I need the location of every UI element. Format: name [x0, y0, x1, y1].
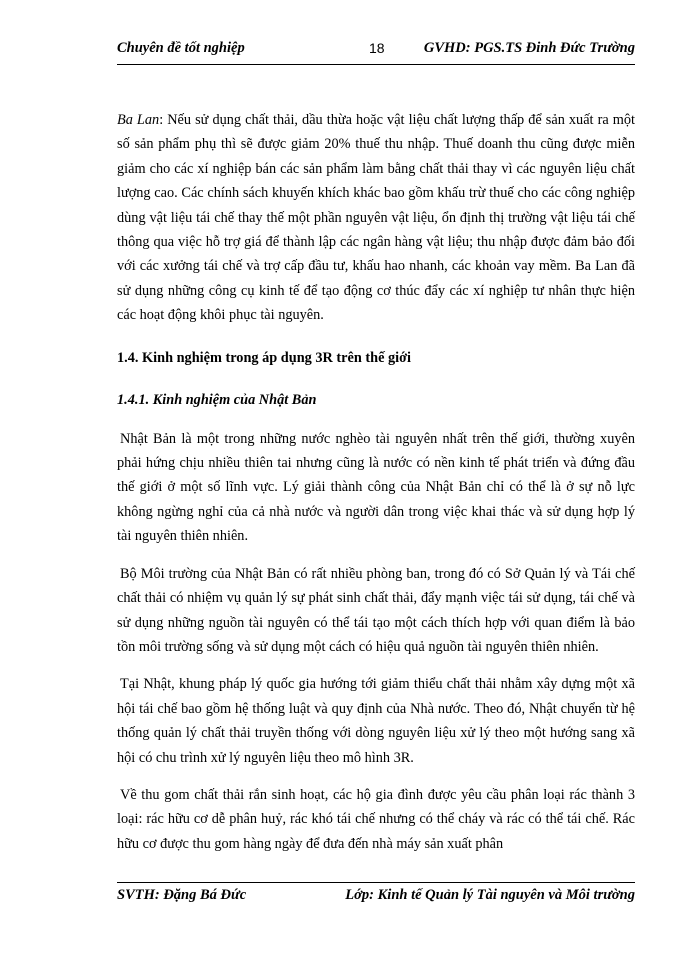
- header-supervisor: GVHD: PGS.TS Đinh Đức Trường: [423, 40, 635, 56]
- intro-paragraph: [117, 108, 635, 328]
- header-divider: [117, 64, 635, 65]
- header-document-title: Chuyên đề tốt nghiệp: [117, 40, 245, 56]
- intro-lead-country: Ba Lan: [117, 112, 160, 128]
- section-heading: 1.4. Kinh nghiệm trong áp dụng 3R trên thế giới: [117, 349, 412, 366]
- footer-class: Lớp: Kinh tế Quản lý Tài nguyên và Môi trường: [345, 887, 635, 903]
- body-paragraph: Bộ Môi trường của Nhật Bản có rất nhiều phòng ban, trong đó có Sở Quản lý và Tái chế chất thải có nhiệm vụ quản lý sự phát sinh chất thải, đẩy mạnh việc tái sử dụng, tái chế và sử dụng những nguồn tài nguyên có thể tái tạo một cách thích hợp với quan điểm là bảo tồn môi trường sống và sử dụng một cách có hiệu quả nguồn tài nguyên thiên nhiên.: [117, 565, 635, 655]
- intro-paragraph-text: : Nếu sử dụng chất thải, dầu thừa hoặc vật liệu chất lượng thấp để sản xuất ra một số sản phẩm phụ thì sẽ được giảm 20% thuế thu nhập. Thuế doanh thu cũng được miễn giảm cho các xí nghiệp bán các sản phẩm làm bằng chất thải thay vì các nguyên liệu chất lượng cao. Các chính sách khuyến khích khác bao gồm khấu trừ thuế cho các công nghiệp dùng vật liệu tái chế thay thế một phần nguyên vật liệu, ổn định thị trường vật liệu tái chế thông qua việc hỗ trợ giá để thành lập các ngân hàng vật liệu; thu nhập được đảm bảo đối với các xưởng tái chế và trợ cấp đầu tư, khấu hao nhanh, các khoản vay mềm. Ba Lan đã sử dụng những công cụ kinh tế để tạo động cơ thúc đẩy các xí nghiệp tư nhân thực hiện các hoạt động khôi phục tài nguyên.: [117, 112, 635, 324]
- footer-student: SVTH: Đặng Bá Đức: [117, 887, 247, 903]
- body-paragraph: Về thu gom chất thải rắn sinh hoạt, các hộ gia đình được yêu cầu phân loại rác thành 3 loại: rác hữu cơ dễ phân huỷ, rác khó tái chế nhưng có thể cháy và rác có thể tái chế. Rác hữu cơ được thu gom hàng ngày để đưa đến nhà máy sản xuất phân: [117, 786, 635, 852]
- subsection-heading: 1.4.1. Kinh nghiệm của Nhật Bản: [117, 391, 317, 408]
- body-paragraph: Nhật Bản là một trong những nước nghèo tài nguyên nhất trên thế giới, thường xuyên phải hứng chịu nhiều thiên tai nhưng cũng là nước có nền kinh tế phát triển và đứng đầu thế giới ở một số lĩnh vực. Lý giải thành công của Nhật Bản chỉ có thể là ở sự nỗ lực không ngừng nghỉ của cả nhà nước và người dân trong việc khai thác và sử dụng hợp lý tài nguyên thiên nhiên.: [117, 430, 635, 545]
- footer-divider: [117, 882, 635, 883]
- header-page-number: 18: [369, 40, 385, 56]
- page-body: [117, 108, 635, 869]
- page-header: [117, 40, 635, 62]
- body-paragraph: Tại Nhật, khung pháp lý quốc gia hướng tới giảm thiểu chất thải nhằm xây dựng một xã hội tái chế bao gồm hệ thống luật và quy định của Nhà nước. Theo đó, Nhật chuyển từ hệ thống quản lý chất thải truyền thống với dòng nguyên liệu xử lý theo một hướng sang xã hội có chu trình xử lý nguyên liệu theo mô hình 3R.: [117, 676, 635, 766]
- page-footer: [117, 887, 635, 909]
